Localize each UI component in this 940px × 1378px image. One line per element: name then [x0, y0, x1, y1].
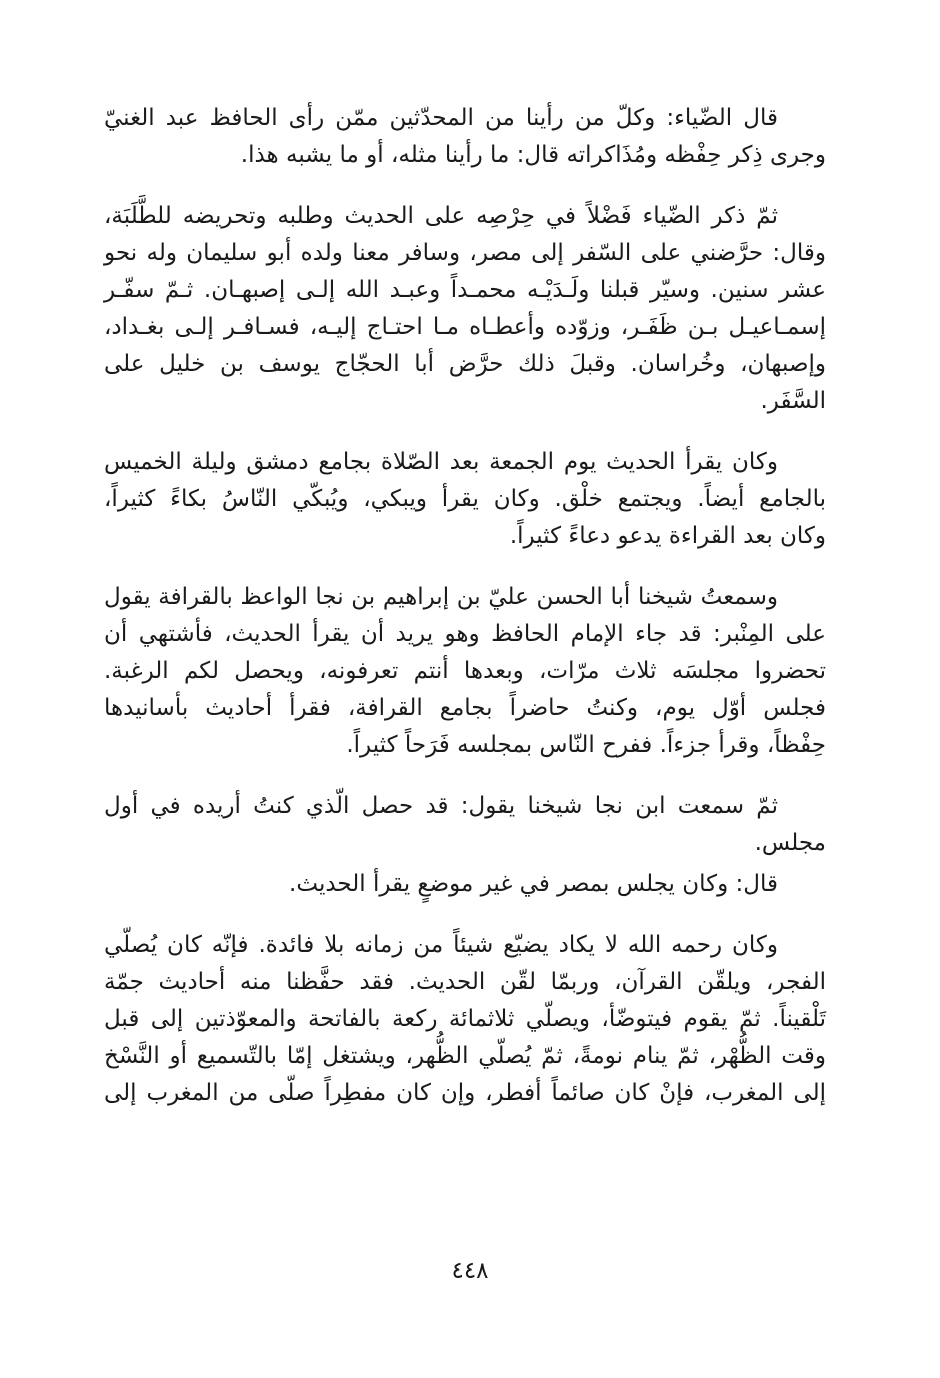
paragraph-6	[104, 866, 826, 903]
text-line: فجلس أوّل يوم، وكنتُ حاضراً بجامع القرافة، فقرأ أحاديث بأسانيدها	[104, 695, 826, 721]
paragraph-5	[104, 788, 826, 862]
text-line: بالجامع أيضاً. ويجتمع خلْق. وكان يقرأ ويبكي، ويُبكّي النّاسُ بكاءً كثيراً،	[104, 486, 826, 512]
text-line: قال الضّياء: وكلّ من رأينا من المحدّثين ممّن رأى الحافظ عبد الغنيّ	[104, 105, 778, 131]
text-line: قال: وكان يجلس بمصر في غير موضعٍ يقرأ الحديث.	[289, 871, 778, 897]
paragraph-3	[104, 444, 826, 555]
page-body	[104, 100, 826, 1136]
text-line: تَلْقيناً. ثمّ يقوم فيتوضّأ، ويصلّي ثلاثمائة ركعة بالفاتحة والمعوّذتين إلى قبل	[104, 1006, 826, 1032]
text-line: مجلس.	[754, 830, 826, 856]
text-line: وكان رحمه الله لا يكاد يضيّع شيئاً من زمانه بلا فائدة. فإنّه كان يُصلّي	[104, 932, 778, 958]
text-line: وإصبهان، وخُراسان. وقبلَ ذلك حرَّض أبا الحجّاج يوسف بن خليل على	[104, 351, 826, 377]
text-line: السَّفَر.	[760, 388, 826, 414]
paragraph-2	[104, 198, 826, 420]
text-line: تحضروا مجلسَه ثلاث مرّات، وبعدها أنتم تعرفونه، ويحصل لكم الرغبة.	[104, 658, 826, 684]
text-line: وجرى ذِكر حِفْظه ومُذَاكراته قال: ما رأينا مثله، أو ما يشبه هذا.	[240, 142, 826, 168]
text-line: وكان يقرأ الحديث يوم الجمعة بعد الصّلاة بجامع دمشق وليلة الخميس	[104, 449, 778, 475]
text-line: عشر سنين. وسيّر قبلنا ولَـدَيْـه محمـداً وعبـد الله إلـى إصبهـان. ثـمّ سفّـر	[104, 277, 826, 303]
text-line: إسمـاعيـل بـن ظَفَـر، وزوّده وأعطـاه مـا احتـاج إليـه، فسـافـر إلـى بغـداد،	[104, 314, 826, 340]
text-line: وكان بعد القراءة يدعو دعاءً كثيراً.	[509, 523, 826, 549]
paragraph-7	[104, 927, 826, 1112]
paragraph-4	[104, 579, 826, 764]
text-line: وسمعتُ شيخنا أبا الحسن عليّ بن إبراهيم بن نجا الواعظ بالقرافة يقول	[104, 584, 778, 610]
text-line: ثمّ ذكر الضّياء فَضْلاً في حِرْصِه على الحديث وطلبه وتحريضه للطَّلَبَة،	[104, 203, 778, 229]
text-line: ثمّ سمعت ابن نجا شيخنا يقول: قد حصل الّذي كنتُ أريده في أول	[104, 793, 778, 819]
text-line: حِفْظاً، وقرأ جزءاً. ففرح النّاس بمجلسه فَرَحاً كثيراً.	[346, 732, 826, 758]
text-line: إلى المغرب، فإنْ كان صائماً أفطر، وإن كان مفطِراً صلّى من المغرب إلى	[104, 1080, 826, 1106]
text-line: وقال: حرَّضني على السّفر إلى مصر، وسافر معنا ولده أبو سليمان وله نحو	[104, 240, 826, 266]
text-line: الفجر، ويلقّن القرآن، وربمّا لقّن الحديث. فقد حفَّظنا منه أحاديث جمّة	[104, 969, 826, 995]
page-number: ٤٤٨	[451, 1258, 489, 1284]
text-line: وقت الظُّهْر، ثمّ ينام نومةً، ثمّ يُصلّي الظُّهر، ويشتغل إمّا بالتّسميع أو النَّسْخ	[104, 1043, 826, 1069]
text-line: على المِنْبر: قد جاء الإمام الحافظ وهو يريد أن يقرأ الحديث، فأشتهي أن	[104, 621, 826, 647]
paragraph-1	[104, 100, 826, 174]
